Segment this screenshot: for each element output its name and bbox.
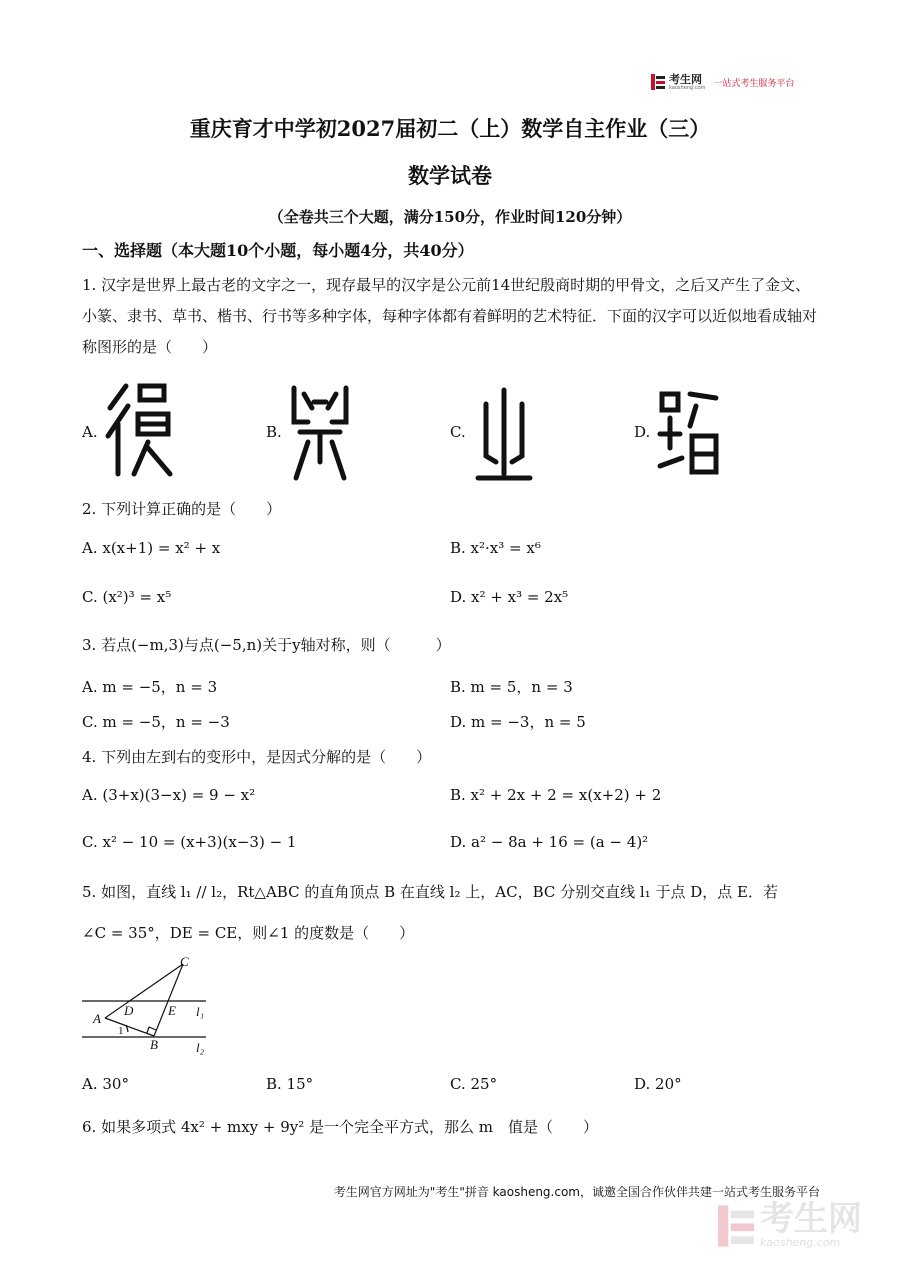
label-b: B xyxy=(150,1037,158,1052)
question-1-text: 1. 汉字是世界上最古老的文字之一，现存最早的汉字是公元前14世纪殷商时期的甲骨文，之后又产生了金文、小篆、隶书、草书、楷书、行书等多种字体，每种字体都有着鲜明的艺术特征．下面的汉字可以近似地看成轴对称图形的是（ ） xyxy=(82,276,818,356)
label-c: C xyxy=(180,954,189,969)
section-heading: 一、选择题（本大题10个小题，每小题4分，共40分） xyxy=(82,241,474,260)
label-d: D xyxy=(124,1003,134,1018)
q5-geometry-figure xyxy=(80,952,220,1062)
watermark xyxy=(718,1199,862,1249)
q3-option-a: A. m = −5，n = 3 xyxy=(82,678,218,696)
q5-option-d: D. 20° xyxy=(634,1075,682,1093)
label-a: A xyxy=(93,1011,101,1026)
q1-option-a-label: A. xyxy=(82,423,98,441)
seal-glyph-d-icon xyxy=(656,388,722,480)
q4-option-a: A. (3+x)(3−x) = 9 − x² xyxy=(82,786,256,804)
segment-bc xyxy=(154,964,183,1036)
segment-ab xyxy=(105,1018,154,1036)
logo-name: 考生网 xyxy=(669,72,702,86)
q4-option-c: C. x² − 10 = (x+3)(x−3) − 1 xyxy=(82,833,297,851)
label-e: E xyxy=(168,1003,176,1018)
q5-option-a: A. 30° xyxy=(82,1075,129,1093)
exam-info: （全卷共三个大题，满分150分，作业时间120分钟） xyxy=(268,208,632,226)
watermark-name: 考生网 xyxy=(760,1199,862,1239)
question-5-line1: 5. 如图，直线 l₁ // l₂，Rt△ABC 的直角顶点 B 在直线 l₂ 上，AC，BC 分别交直线 l₁ 于点 D，点 E．若 xyxy=(82,883,778,901)
question-5-line2: ∠C = 35°，DE = CE，则∠1 的度数是（ ） xyxy=(82,924,415,942)
label-l2: l₂ xyxy=(196,1040,205,1055)
q3-option-c: C. m = −5，n = −3 xyxy=(82,713,230,731)
q4-option-d: D. a² − 8a + 16 = (a − 4)² xyxy=(450,833,649,851)
seal-glyph-b-icon xyxy=(288,382,352,482)
logo-domain: kaosheng.com xyxy=(669,84,706,91)
q1-option-d-label: D. xyxy=(634,423,651,441)
q4-option-b: B. x² + 2x + 2 = x(x+2) + 2 xyxy=(450,786,662,804)
footer-note: 考生网官方网址为"考生"拼音 kaosheng.com，诚邀全国合作伙伴共建一站式考生服务平台 xyxy=(333,1185,820,1199)
exam-title: 重庆育才中学初2027届初二（上）数学自主作业（三） xyxy=(189,116,711,141)
q5-option-c: C. 25° xyxy=(450,1075,498,1093)
question-6-text: 6. 如果多项式 4x² + mxy + 9y² 是一个完全平方式，那么 m 值是（ ） xyxy=(82,1118,599,1136)
q5-option-b: B. 15° xyxy=(266,1075,314,1093)
seal-glyph-a-icon xyxy=(104,378,176,482)
q1-option-c-label: C. xyxy=(450,423,466,441)
q2-option-a: A. x(x+1) = x² + x xyxy=(82,539,221,557)
question-4-text: 4. 下列由左到右的变形中，是因式分解的是（ ） xyxy=(82,748,432,766)
q3-option-b: B. m = 5，n = 3 xyxy=(450,678,573,696)
q2-option-c: C. (x²)³ = x⁵ xyxy=(82,588,172,606)
right-angle-mark xyxy=(147,1027,156,1033)
header-logo xyxy=(651,73,794,91)
seal-glyph-c-icon xyxy=(472,382,536,486)
watermark-logo-icon xyxy=(718,1204,754,1248)
question-2-text: 2. 下列计算正确的是（ ） xyxy=(82,500,282,518)
exam-subtitle: 数学试卷 xyxy=(408,163,492,188)
label-l1: l₁ xyxy=(196,1004,205,1019)
q1-option-b-label: B. xyxy=(266,423,282,441)
label-angle-1: 1 xyxy=(118,1025,124,1037)
q3-option-d: D. m = −3，n = 5 xyxy=(450,713,586,731)
question-3-text: 3. 若点(−m,3)与点(−5,n)关于y轴对称，则（ ） xyxy=(82,636,451,654)
q2-option-b: B. x²·x³ = x⁶ xyxy=(450,539,541,557)
watermark-domain: kaosheng.com xyxy=(760,1236,841,1249)
logo-slogan: 一站式考生服务平台 xyxy=(713,78,795,89)
q2-option-d: D. x² + x³ = 2x⁵ xyxy=(450,588,569,606)
kaosheng-logo-icon xyxy=(651,74,665,90)
